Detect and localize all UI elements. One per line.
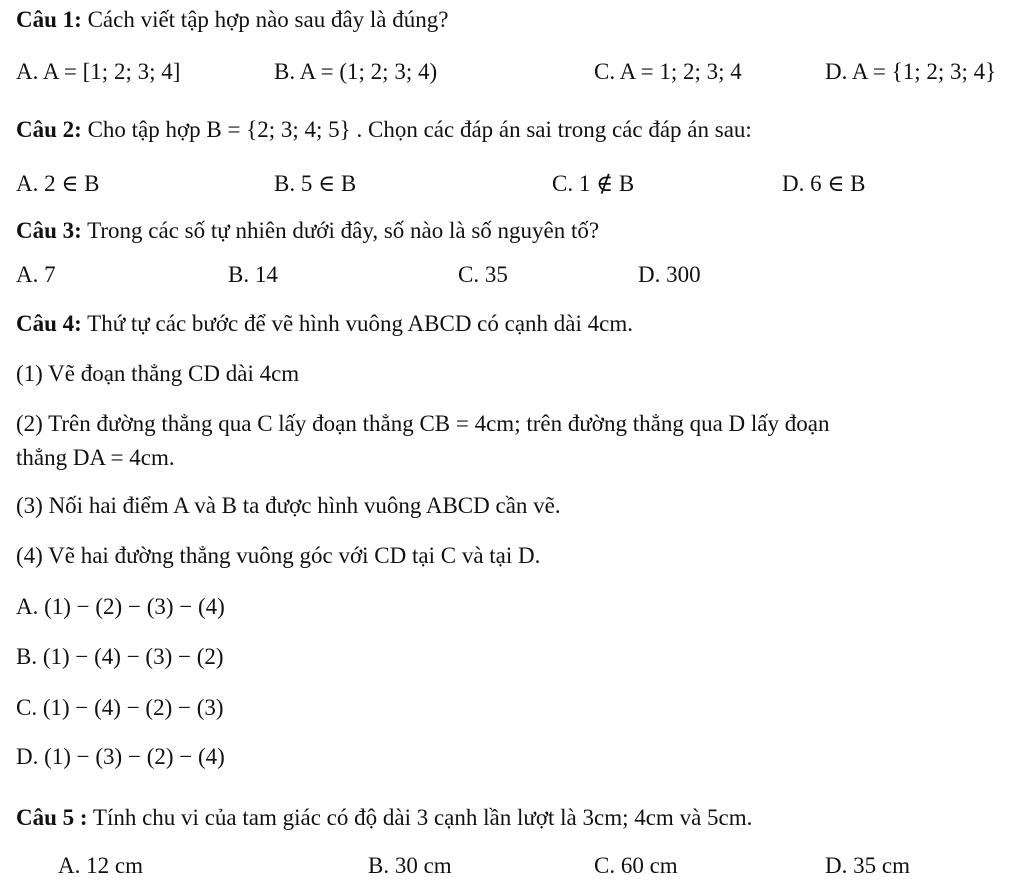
question-3	[16, 219, 599, 242]
question-1-option-a: A. A = [1; 2; 3; 4]	[16, 59, 181, 84]
question-5-option-d: D. 35 cm	[825, 853, 910, 878]
question-5	[16, 806, 752, 829]
question-4-step-4: (4) Vẽ hai đường thẳng vuông góc với CD tại C và tại D.	[16, 543, 541, 568]
question-4-step-1: (1) Vẽ đoạn thẳng CD dài 4cm	[16, 361, 300, 386]
question-1-text: Cách viết tập hợp nào sau đây là đúng?	[87, 7, 449, 32]
question-2-option-c: C. 1 ∉ B	[552, 171, 635, 196]
question-1-option-c: C. A = 1; 2; 3; 4	[594, 59, 742, 84]
question-3-option-a: A. 7	[16, 262, 56, 287]
question-2-option-a: A. 2 ∈ B	[16, 171, 100, 196]
question-4-option-a: A. (1) − (2) − (3) − (4)	[16, 594, 225, 619]
question-4-option-d: D. (1) − (3) − (2) − (4)	[16, 744, 225, 769]
question-4-option-b: B. (1) − (4) − (3) − (2)	[16, 644, 224, 669]
question-2	[16, 118, 752, 141]
question-4-step-2: (2) Trên đường thẳng qua C lấy đoạn thẳng CB = 4cm; trên đường thẳng qua D lấy đoạn	[16, 411, 830, 436]
question-5-text: Tính chu vi của tam giác có độ dài 3 cạnh lần lượt là 3cm; 4cm và 5cm.	[92, 805, 753, 830]
question-1	[16, 8, 448, 31]
question-1-option-b: B. A = (1; 2; 3; 4)	[274, 59, 438, 84]
question-5-option-a: A. 12 cm	[58, 853, 143, 878]
question-4	[16, 312, 633, 335]
question-2-option-d: D. 6 ∈ B	[782, 171, 866, 196]
question-2-text: Cho tập hợp B = {2; 3; 4; 5} . Chọn các đáp án sai trong các đáp án sau:	[87, 117, 752, 142]
question-4-number: Câu 4:	[16, 311, 82, 336]
question-2-number: Câu 2:	[16, 117, 82, 142]
question-1-option-d: D. A = {1; 2; 3; 4}	[825, 59, 997, 84]
question-1-number: Câu 1:	[16, 7, 82, 32]
question-4-step-2-continued: thẳng DA = 4cm.	[16, 445, 175, 470]
question-3-number: Câu 3:	[16, 218, 82, 243]
question-3-option-c: C. 35	[458, 262, 508, 287]
question-3-option-b: B. 14	[228, 262, 278, 287]
question-2-option-b: B. 5 ∈ B	[274, 171, 357, 196]
question-4-text: Thứ tự các bước để vẽ hình vuông ABCD có cạnh dài 4cm.	[87, 311, 634, 336]
question-4-option-c: C. (1) − (4) − (2) − (3)	[16, 695, 224, 720]
question-5-option-b: B. 30 cm	[368, 853, 452, 878]
question-5-option-c: C. 60 cm	[594, 853, 678, 878]
question-4-step-3: (3) Nối hai điểm A và B ta được hình vuông ABCD cần vẽ.	[16, 493, 561, 518]
question-3-option-d: D. 300	[638, 262, 701, 287]
question-5-number: Câu 5 :	[16, 805, 88, 830]
question-3-text: Trong các số tự nhiên dưới đây, số nào là số nguyên tố?	[87, 218, 600, 243]
